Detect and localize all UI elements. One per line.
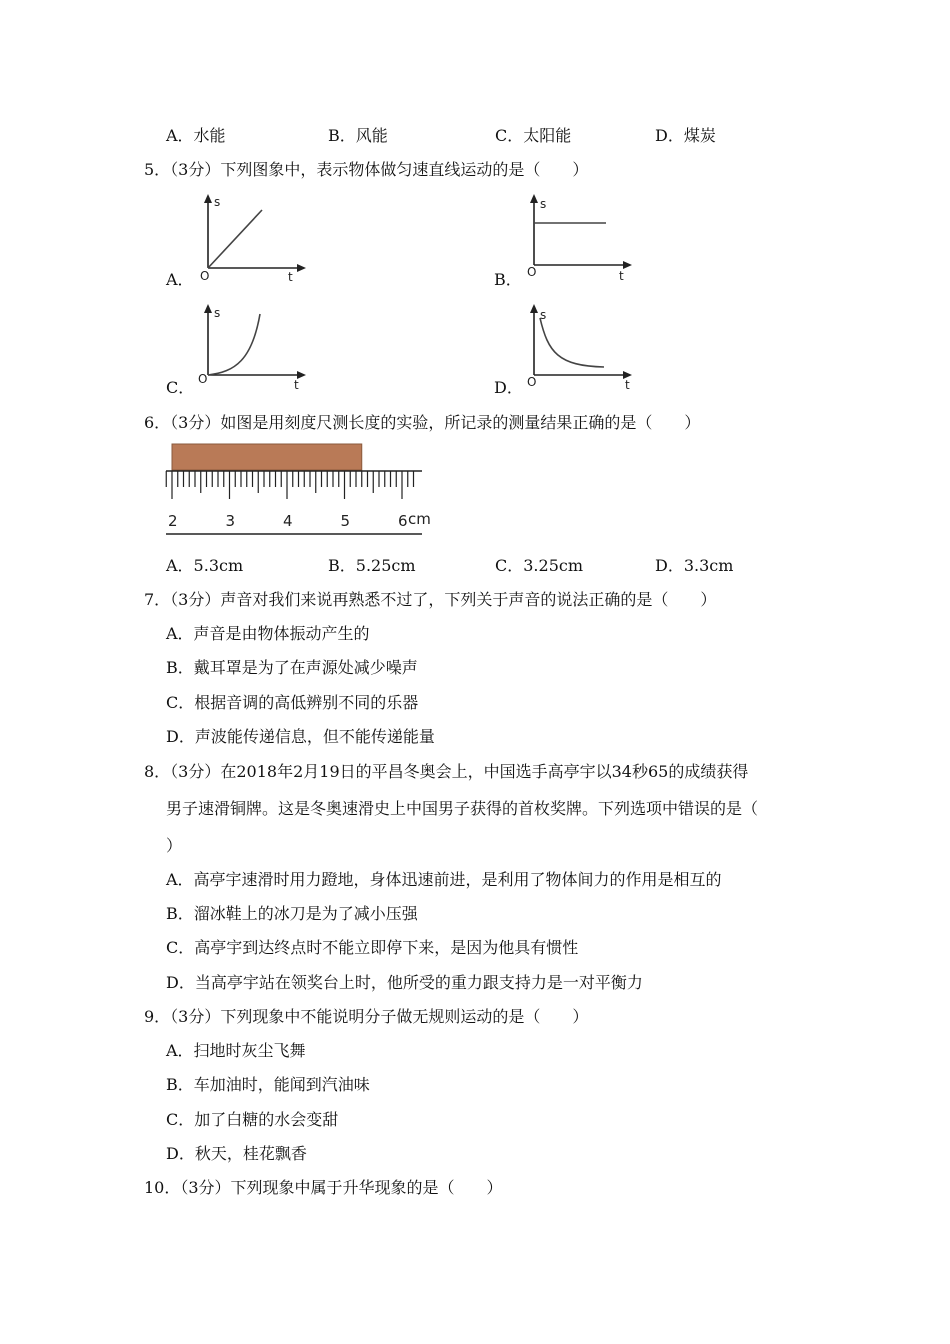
ruler-tick-label: 4: [283, 512, 293, 530]
q5c-t-label: t: [294, 378, 299, 392]
q6-ruler-labels: [168, 510, 431, 530]
q7-option-c: C．根据音调的高低辨别不同的乐器: [166, 693, 419, 712]
q5b-t-label: t: [619, 269, 624, 283]
q4-option-a: A．水能: [166, 126, 226, 145]
q5c-origin-label: O: [198, 372, 208, 386]
q5-label-a: A．: [166, 270, 194, 289]
ruler-tick-label: 3: [225, 512, 236, 530]
q5b-s-label: s: [540, 197, 547, 211]
q9-option-d: D．秋天，桂花飘香: [166, 1144, 307, 1163]
q6-ruler-figure: [160, 442, 450, 540]
q5d-origin-label: O: [527, 375, 537, 389]
q8-stem-line1: 8．（3分）在2018年2月19日的平昌冬奥会上，中国选手高亭宇以34秒65的成绩获得: [144, 762, 749, 781]
q5-graph-d: [520, 300, 640, 395]
q8-option-b: B．溜冰鞋上的冰刀是为了减小压强: [166, 904, 418, 923]
q6-option-d: D．3.3cm: [655, 556, 734, 575]
q4-option-d: D．煤炭: [655, 126, 716, 145]
ruler-unit-label: cm: [408, 510, 431, 528]
ruler-tick-label: 5: [340, 512, 351, 530]
q5-label-b: B．: [494, 270, 522, 289]
q5-graph-c: [190, 300, 310, 395]
q5a-t-label: t: [288, 270, 293, 284]
q5-graph-a: [190, 190, 310, 285]
q5b-origin-label: O: [527, 265, 537, 279]
q9-option-b: B．车加油时，能闻到汽油味: [166, 1075, 370, 1094]
q5c-s-label: s: [214, 306, 221, 320]
q9-stem: 9．（3分）下列现象中不能说明分子做无规则运动的是（ ）: [144, 1007, 589, 1026]
q5-label-d: D．: [494, 378, 523, 397]
q7-option-d: D．声波能传递信息，但不能传递能量: [166, 727, 435, 746]
q7-option-b: B．戴耳罩是为了在声源处减少噪声: [166, 658, 418, 677]
q4-option-c: C．太阳能: [495, 126, 572, 145]
q8-stem-line3: ）: [166, 836, 183, 855]
q6-ruler-ticks: [166, 471, 413, 499]
q10-stem: 10．（3分）下列现象中属于升华现象的是（ ）: [144, 1178, 503, 1197]
q5-graph-b: [520, 190, 640, 285]
q6-option-a: A．5.3cm: [166, 556, 244, 575]
q7-stem: 7．（3分）声音对我们来说再熟悉不过了，下列关于声音的说法正确的是（ ）: [144, 590, 717, 609]
q8-option-a: A．高亭宇速滑时用力蹬地，身体迅速前进，是利用了物体间力的作用是相互的: [166, 870, 722, 889]
q8-option-c: C．高亭宇到达终点时不能立即停下来，是因为他具有惯性: [166, 938, 579, 957]
q7-option-a: A．声音是由物体振动产生的: [166, 624, 370, 643]
q9-option-a: A．扫地时灰尘飞舞: [166, 1041, 306, 1060]
q8-stem-line2: 男子速滑铜牌。这是冬奥速滑史上中国男子获得的首枚奖牌。下列选项中错误的是（: [166, 799, 759, 818]
q6-measured-block: [172, 444, 362, 470]
q9-option-c: C．加了白糖的水会变甜: [166, 1110, 339, 1129]
q6-option-c: C．3.25cm: [495, 556, 584, 575]
ruler-tick-label: 6: [398, 512, 408, 530]
q8-option-d: D．当高亭宇站在领奖台上时，他所受的重力跟支持力是一对平衡力: [166, 973, 643, 992]
q5d-s-label: s: [540, 308, 547, 322]
q5a-s-label: s: [214, 195, 221, 209]
q5d-t-label: t: [625, 378, 630, 392]
q5a-origin-label: O: [200, 269, 210, 283]
q4-option-b: B．风能: [328, 126, 388, 145]
q5-label-c: C．: [166, 378, 195, 397]
ruler-tick-label: 2: [168, 512, 178, 530]
q5-stem: 5．（3分）下列图象中，表示物体做匀速直线运动的是（ ）: [144, 160, 589, 179]
q6-option-b: B．5.25cm: [328, 556, 416, 575]
q6-stem: 6．（3分）如图是用刻度尺测长度的实验，所记录的测量结果正确的是（ ）: [144, 413, 701, 432]
